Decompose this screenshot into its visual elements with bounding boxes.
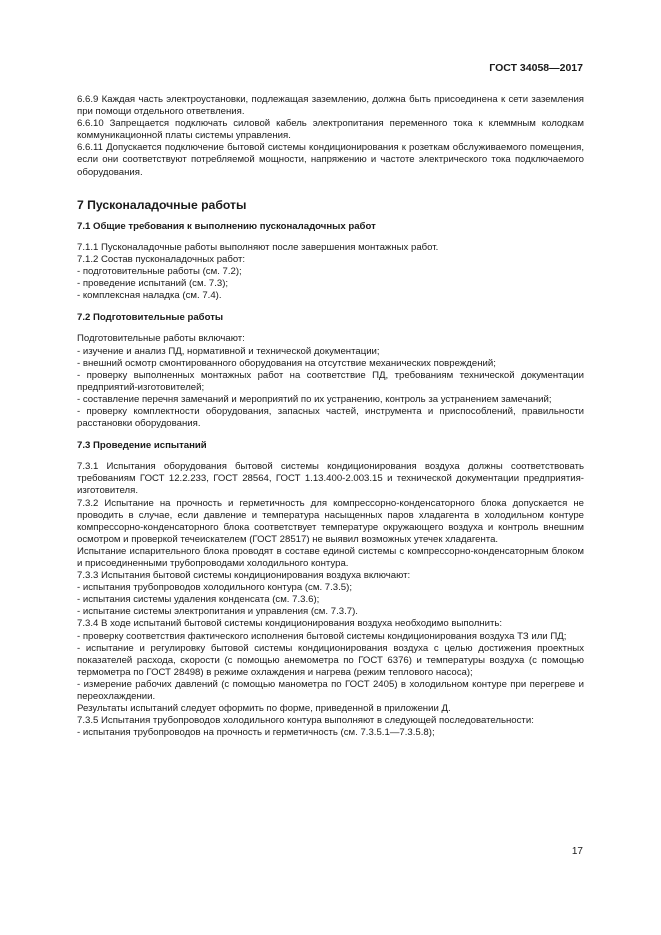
page-content <box>77 94 584 739</box>
subsection-heading: 7.3 Проведение испытаний <box>77 440 207 452</box>
document-code: ГОСТ 34058—2017 <box>489 62 583 74</box>
list-item: - испытания системы удаления конденсата (см. 7.3.6); <box>77 594 320 606</box>
paragraph: 7.3.5 Испытания трубопроводов холодильного контура выполняют в следующей последовательности: <box>77 715 534 727</box>
list-item: - испытания трубопроводов холодильного контура (см. 7.3.5); <box>77 582 352 594</box>
paragraph: 6.6.11 Допускается подключение бытовой системы кондиционирования к розеткам обслуживаемого помещения, если они соответствуют потребляемой мощности, напряжению и частоте электрического тока подключаемого оборудования. <box>77 142 584 178</box>
paragraph: Испытание испарительного блока проводят в составе единой системы с компрессорно-конденсаторным блоком и присоединенными трубопроводами холодильного контура. <box>77 545 584 569</box>
list-item: - проведение испытаний (см. 7.3); <box>77 278 229 290</box>
paragraph: 7.1.1 Пусконаладочные работы выполняют после завершения монтажных работ. <box>77 241 439 253</box>
subsection-heading: 7.1 Общие требования к выполнению пусконаладочных работ <box>77 220 376 232</box>
list-item: - комплексная наладка (см. 7.4). <box>77 290 222 302</box>
page-number: 17 <box>571 846 583 857</box>
paragraph: 7.3.3 Испытания бытовой системы кондиционирования воздуха включают: <box>77 570 411 582</box>
subsection-heading: 7.2 Подготовительные работы <box>77 312 224 324</box>
list-item: - изучение и анализ ПД, нормативной и технической документации; <box>77 345 380 357</box>
paragraph: 7.1.2 Состав пусконаладочных работ: <box>77 253 246 265</box>
list-item: - проверку соответствия фактического исполнения бытовой системы кондиционирования воздуха ТЗ или ПД; <box>77 630 567 642</box>
paragraph: Подготовительные работы включают: <box>77 333 245 345</box>
list-item: - подготовительные работы (см. 7.2); <box>77 266 242 278</box>
list-item: - проверку комплектности оборудования, запасных частей, инструмента и приспособлений, правильности расстановки оборудования. <box>77 405 584 430</box>
list-item: - испытание системы электропитания и управления (см. 7.3.7). <box>77 606 358 618</box>
section-heading: 7 Пусконаладочные работы <box>77 197 247 212</box>
list-item: - составление перечня замечаний и мероприятий по их устранению, контроль за устранением замечаний; <box>77 393 552 405</box>
list-item: - испытание и регулировку бытовой системы кондиционирования воздуха с целью достижения проектных показателей расхода, скорости (с помощью анемометра по ГОСТ 6376) и температуры воздуха (с помощью термометра по ГОСТ 28498) в режиме охлаждения и нагрева (режим теплового насоса); <box>77 642 584 678</box>
paragraph: 6.6.9 Каждая часть электроустановки, подлежащая заземлению, должна быть присоединена к сети заземления при помощи отдельного ответвления. <box>77 94 584 118</box>
paragraph: 7.3.1 Испытания оборудования бытовой системы кондиционирования воздуха должны соответствовать требованиям ГОСТ 12.2.233, ГОСТ 28564, ГОСТ 1.13.400-2.003.15 и технической документации предприятия-изготовителя. <box>77 461 584 497</box>
list-item: - внешний осмотр смонтированного оборудования на отсутствие механических повреждений; <box>77 357 496 369</box>
list-item: - испытания трубопроводов на прочность и герметичность (см. 7.3.5.1—7.3.5.8); <box>77 727 435 739</box>
paragraph: 7.3.2 Испытание на прочность и герметичность для компрессорно-конденсаторного блока допускается не проводить в случае, если давление и температура насыщенных паров хладагента в холодильном контуре компрессорно-конденсаторного блока соответствует температуре окружающего воздуха и контроль внешним осмотром и проверкой течеискателем (ГОСТ 28517) не выявил возможных утечек хладагента. <box>77 497 584 545</box>
paragraph: 6.6.10 Запрещается подключать силовой кабель электропитания переменного тока к клеммным колодкам коммуникационной платы системы управления. <box>77 118 584 142</box>
list-item: - измерение рабочих давлений (с помощью манометра по ГОСТ 2405) в холодильном контуре при перегреве и переохлаждении. <box>77 678 584 703</box>
list-item: - проверку выполненных монтажных работ на соответствие ПД, требованиям технической документации предприятий-изготовителей; <box>77 369 584 393</box>
paragraph: 7.3.4 В ходе испытаний бытовой системы кондиционирования воздуха необходимо выполнить: <box>77 618 503 630</box>
paragraph: Результаты испытаний следует оформить по форме, приведенной в приложении Д. <box>77 703 451 715</box>
